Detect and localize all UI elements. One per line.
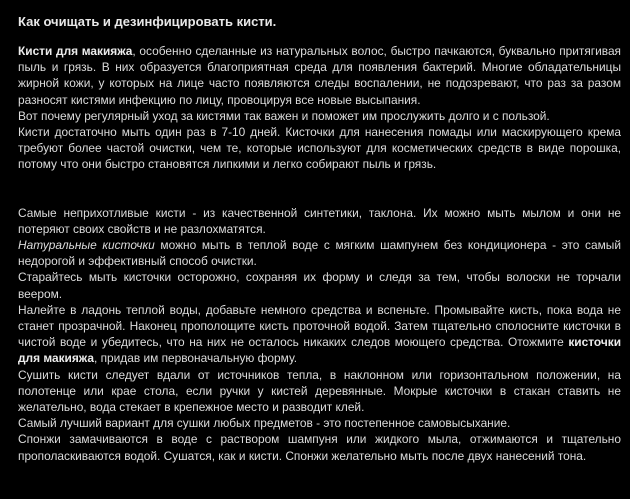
article-body <box>18 43 621 464</box>
paragraph-sponges: Спонжи замачиваются в воде с раствором шампуня или жидкого мыла, отжимаются и тщательно прополаскиваются водой. Сушатся, как и кисти. Спонжи желательно мыть после двух нанесений тона. <box>18 432 621 463</box>
paragraph-washing-steps <box>18 302 621 367</box>
article-title: Как очищать и дезинфицировать кисти. <box>18 14 277 29</box>
paragraph-intro-text: , особенно сделанные из натуральных волос, быстро пачкаются, буквально притягивая пыль и грязь. В них образуется благоприятная среда для появления бактерий. Многие обладательницы жирной кожи, у которых на лице часто появляются следы воспалении, не подозревают, что раз за разом разносят кистями инфекцию по лицу, провоцируя все новые высыпания. <box>18 44 621 107</box>
paragraph-gap <box>18 173 621 205</box>
paragraph-wash-frequency: Кисти достаточно мыть один раз в 7-10 дней. Кисточки для нанесения помады или маскирующего крема требуют более частой очистки, чем те, которые используют для косметических средств в виде порошка, потому что они быстро становятся липкими и легко собирают пыль и грязь. <box>18 125 621 172</box>
paragraph-natural-brushes <box>18 237 621 269</box>
paragraph-natural-brushes-text: можно мыть в теплой воде с мягким шампунем без кондиционера - это самый недорогой и эффективный способ очистки. <box>18 238 621 269</box>
bold-term-makeup-brushes: Кисти для макияжа <box>18 44 133 58</box>
paragraph-care-importance: Вот почему регулярный уход за кистями так важен и поможет им прослужить долго и с пользой. <box>18 108 550 123</box>
paragraph-drying: Сушить кисти следует вдали от источников тепла, в наклонном или горизонтальном положении, на полотенце или крае стола, если ручки у кистей деревянные. Мокрые кисточки в стакан ставить не желательно, вода стекает в крепежное место и разводит клей. <box>18 367 621 415</box>
italic-term-natural-brushes: Натуральные кисточки <box>18 238 155 253</box>
paragraph-washing-steps-text: Налейте в ладонь теплой воды, добавьте немного средства и вспеньте. Промывайте кисть, пока вода не станет прозрачной. Наконец прополощите кисть проточной водой. Затем тщательно сполосните кисточки в чистой воде и убедитесь, что на них не осталось никаких следов моющего средства. Отожмите <box>18 302 621 350</box>
paragraph-wash-carefully: Старайтесь мыть кисточки осторожно, сохраняя их форму и следя за тем, чтобы волоски не торчали веером. <box>18 270 621 301</box>
bold-term-makeup-brushes-2: кисточки для макияжа <box>18 335 621 366</box>
paragraph-intro <box>18 43 621 108</box>
paragraph-synthetic-brushes: Самые неприхотливые кисти - из качественной синтетики, таклона. Их можно мыть мылом и они не потеряют своих свойств и не разлохматятся. <box>18 205 621 236</box>
paragraph-best-drying: Самый лучший вариант для сушки любых предметов - это постепенное самовысыхание. <box>18 416 511 431</box>
paragraph-washing-steps-end: , придав им первоначальную форму. <box>93 351 298 366</box>
